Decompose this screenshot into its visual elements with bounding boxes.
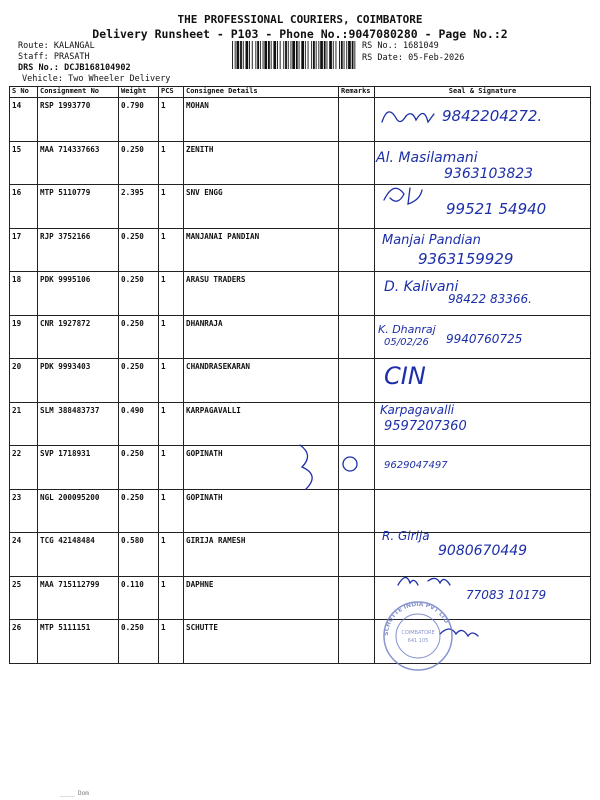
col-signature: Seal & Signature bbox=[375, 87, 591, 98]
cell-consignee: MOHAN bbox=[184, 98, 339, 142]
cell-weight: 2.395 bbox=[119, 185, 159, 229]
handwriting-21-name: Karpagavalli bbox=[380, 403, 455, 417]
cell-pcs: 1 bbox=[159, 446, 184, 490]
drs-label: DRS No.: bbox=[18, 63, 59, 73]
rs-no-value: 1681049 bbox=[402, 41, 439, 51]
cell-weight: 0.250 bbox=[119, 489, 159, 533]
cell-consignee: MANJANAI PANDIAN bbox=[184, 228, 339, 272]
col-remarks: Remarks bbox=[339, 87, 375, 98]
cell-sno: 22 bbox=[10, 446, 38, 490]
cell-consignee: SCHUTTE bbox=[184, 620, 339, 664]
cell-consignment: PDK 9993403 bbox=[38, 359, 119, 403]
col-pcs: PCS bbox=[159, 87, 184, 98]
cell-sno: 15 bbox=[10, 141, 38, 185]
cell-pcs: 1 bbox=[159, 228, 184, 272]
cell-consignment: SVP 1718931 bbox=[38, 446, 119, 490]
handwriting-15-num: 9363103823 bbox=[444, 166, 534, 182]
cell-pcs: 1 bbox=[159, 315, 184, 359]
cell-consignment: MTP 5111151 bbox=[38, 620, 119, 664]
cell-weight: 0.580 bbox=[119, 533, 159, 577]
cell-weight: 0.250 bbox=[119, 359, 159, 403]
cell-sno: 26 bbox=[10, 620, 38, 664]
stamp-line1: COIMBATORE bbox=[401, 630, 435, 636]
rs-no-label: RS No.: bbox=[362, 41, 398, 51]
staff-value: PRASATH bbox=[53, 52, 90, 62]
handwriting-18-num: 98422 83366. bbox=[448, 292, 532, 306]
cell-consignee: GOPINATH bbox=[184, 489, 339, 533]
rs-date-value: 05-Feb-2026 bbox=[408, 53, 465, 63]
cell-pcs: 1 bbox=[159, 402, 184, 446]
rs-date-label: RS Date: bbox=[362, 53, 403, 63]
cell-weight: 0.250 bbox=[119, 620, 159, 664]
cell-pcs: 1 bbox=[159, 98, 184, 142]
cell-consignment: PDK 9995106 bbox=[38, 272, 119, 316]
cell-sno: 20 bbox=[10, 359, 38, 403]
handwriting-22: 9629047497 bbox=[384, 460, 448, 471]
cell-sno: 21 bbox=[10, 402, 38, 446]
cell-weight: 0.790 bbox=[119, 98, 159, 142]
footer-mark: ____ Dom bbox=[60, 790, 89, 797]
handwriting-17-name: Manjai Pandian bbox=[382, 233, 481, 248]
handwriting-24-num: 9080670449 bbox=[438, 543, 528, 559]
route-value: KALANGAL bbox=[53, 41, 95, 51]
company-title: THE PROFESSIONAL COURIERS, COIMBATORE bbox=[177, 13, 423, 26]
cell-weight: 0.250 bbox=[119, 315, 159, 359]
handwriting-16: 99521 54940 bbox=[446, 200, 547, 218]
vehicle-value: Two Wheeler Delivery bbox=[68, 74, 171, 84]
cell-consignment: RJP 3752166 bbox=[38, 228, 119, 272]
col-sno: S No bbox=[10, 87, 38, 98]
cell-consignee: ZENITH bbox=[184, 141, 339, 185]
handwriting-20: CIN bbox=[384, 362, 426, 390]
staff-label: Staff: bbox=[18, 52, 49, 62]
cell-pcs: 1 bbox=[159, 533, 184, 577]
cell-sno: 18 bbox=[10, 272, 38, 316]
signature-scribble-26 bbox=[440, 629, 478, 636]
handwriting-17-num: 9363159929 bbox=[418, 250, 514, 268]
cell-weight: 0.250 bbox=[119, 141, 159, 185]
cell-sno: 25 bbox=[10, 576, 38, 620]
cell-consignee: DAPHNE bbox=[184, 576, 339, 620]
cell-sno: 24 bbox=[10, 533, 38, 577]
handwriting-21-num: 9597207360 bbox=[384, 419, 467, 434]
col-consignment: Consignment No bbox=[38, 87, 119, 98]
cell-consignment: SLM 388483737 bbox=[38, 402, 119, 446]
col-consignee: Consignee Details bbox=[184, 87, 339, 98]
signature-scribble-22 bbox=[300, 445, 312, 489]
handwriting-19-date: 05/02/26 bbox=[384, 337, 429, 348]
cell-consignment: MAA 714337663 bbox=[38, 141, 119, 185]
cell-consignment: MTP 5110779 bbox=[38, 185, 119, 229]
signature-scribble-16 bbox=[384, 188, 422, 204]
cell-consignee: KARPAGAVALLI bbox=[184, 402, 339, 446]
signature-scribble-14 bbox=[382, 112, 434, 122]
cell-pcs: 1 bbox=[159, 185, 184, 229]
vehicle-label: Vehicle: bbox=[22, 74, 63, 84]
cell-weight: 0.250 bbox=[119, 446, 159, 490]
cell-consignment: RSP 1993770 bbox=[38, 98, 119, 142]
cell-consignee: ARASU TRADERS bbox=[184, 272, 339, 316]
cell-consignee: GIRIJA RAMESH bbox=[184, 533, 339, 577]
cell-weight: 0.490 bbox=[119, 402, 159, 446]
cell-consignment: MAA 715112799 bbox=[38, 576, 119, 620]
handwriting-15-name: Al. Masilamani bbox=[376, 150, 478, 166]
cell-weight: 0.250 bbox=[119, 228, 159, 272]
cell-sno: 19 bbox=[10, 315, 38, 359]
cell-sno: 23 bbox=[10, 489, 38, 533]
cell-pcs: 1 bbox=[159, 141, 184, 185]
cell-consignee: GOPINATH bbox=[184, 446, 339, 490]
stamp-ring-text: SCHUTTE INDIA PVT LTD bbox=[382, 600, 450, 637]
company-seal-stamp bbox=[383, 601, 452, 670]
cell-pcs: 1 bbox=[159, 272, 184, 316]
cell-consignment: CNR 1927872 bbox=[38, 315, 119, 359]
cell-pcs: 1 bbox=[159, 359, 184, 403]
cell-consignee: CHANDRASEKARAN bbox=[184, 359, 339, 403]
handwriting-19-name: K. Dhanraj bbox=[378, 323, 436, 336]
handwriting-19-num: 9940760725 bbox=[446, 332, 523, 346]
signature-circle-22 bbox=[343, 457, 357, 471]
cell-weight: 0.250 bbox=[119, 272, 159, 316]
cell-pcs: 1 bbox=[159, 576, 184, 620]
handwriting-18-name: D. Kalivani bbox=[384, 279, 459, 295]
signature-scribble-25 bbox=[398, 577, 450, 585]
cell-pcs: 1 bbox=[159, 620, 184, 664]
drs-value: DCJB168104902 bbox=[64, 63, 131, 73]
cell-sno: 16 bbox=[10, 185, 38, 229]
cell-weight: 0.110 bbox=[119, 576, 159, 620]
cell-consignment: TCG 42148484 bbox=[38, 533, 119, 577]
cell-sno: 14 bbox=[10, 98, 38, 142]
cell-consignment: NGL 200095200 bbox=[38, 489, 119, 533]
cell-pcs: 1 bbox=[159, 489, 184, 533]
handwriting-14: 9842204272. bbox=[442, 107, 543, 125]
cell-consignee: SNV ENGG bbox=[184, 185, 339, 229]
cell-consignee: DHANRAJA bbox=[184, 315, 339, 359]
col-weight: Weight bbox=[119, 87, 159, 98]
stamp-line2: 641 105 bbox=[407, 638, 429, 644]
cell-sno: 17 bbox=[10, 228, 38, 272]
runsheet-subtitle: Delivery Runsheet - P103 - Phone No.:9047080280 - Page No.:2 bbox=[92, 27, 508, 41]
route-label: Route: bbox=[18, 41, 49, 51]
handwriting-25-num: 77083 10179 bbox=[466, 588, 547, 602]
handwriting-24-name: R. Girija bbox=[382, 529, 430, 543]
